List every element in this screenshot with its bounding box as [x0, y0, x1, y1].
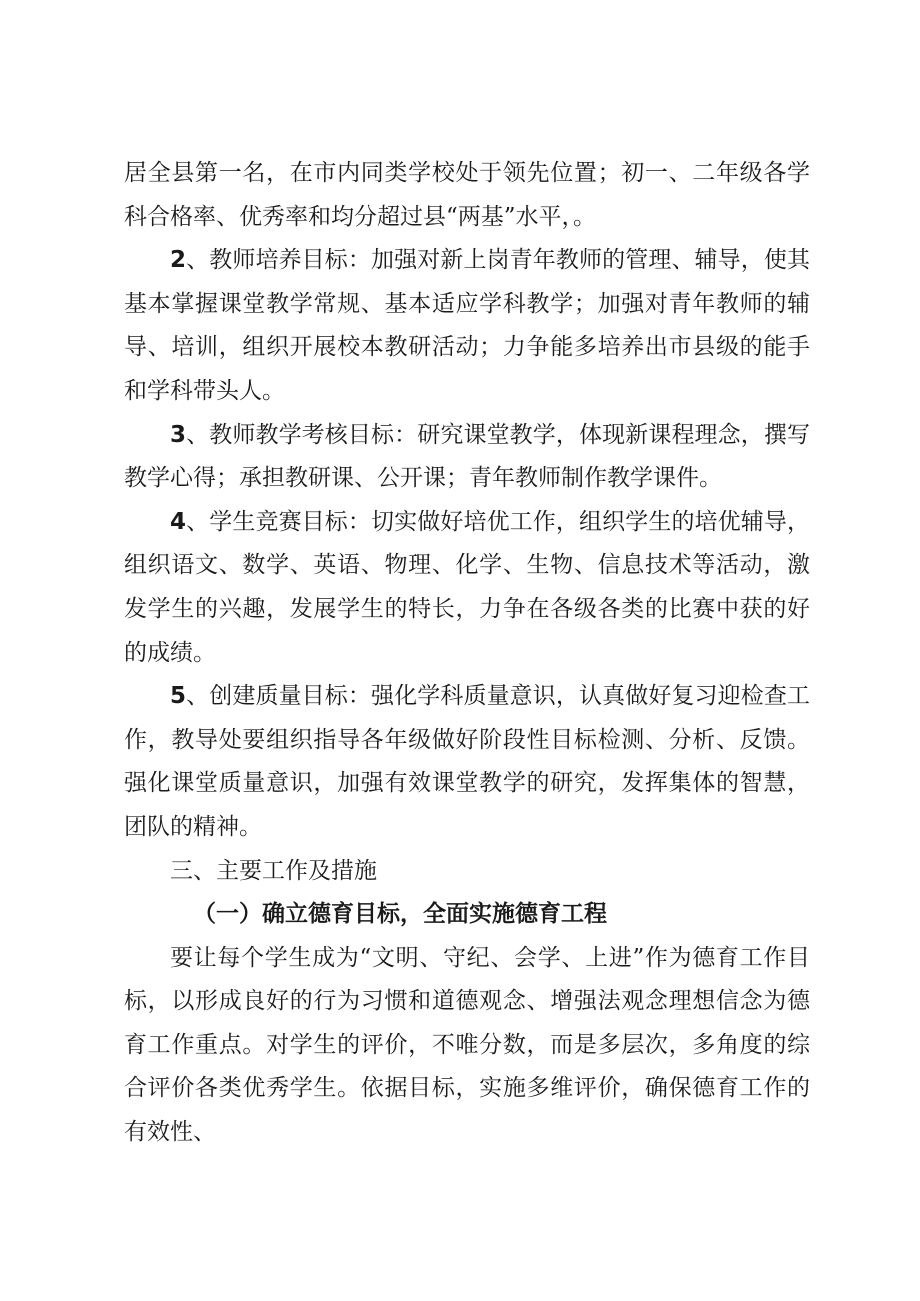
goal-item-student-competition — [124, 501, 810, 675]
goal-item-quality-building — [124, 675, 810, 849]
section-heading: 三、主要工作及措施 — [170, 857, 377, 884]
item-number: 3 — [170, 421, 187, 448]
moral-education-paragraph: 要让每个学生成为“文明、守纪、会学、上进”作为德育工作目标，以形成良好的行为习惯和道德观念、增强法观念理想信念为德育工作重点。对学生的评价，不唯分数，而是多层次，多角度的综合评价各类优秀学生。依据目标，实施多维评价，确保德育工作的有效性、 — [124, 944, 810, 1146]
continuation-paragraph: 居全县第一名，在市内同类学校处于领先位置；初一、二年级各学科合格率、优秀率和均分超过县“两基”水平，。 — [124, 160, 810, 230]
item-text: 、教师培养目标：加强对新上岗青年教师的管理、辅导，使其基本掌握课堂教学常规、基本适应学科教学；加强对青年教师的辅导、培训，组织开展校本教研活动；力争能多培养出市县级的能手和学科带头人。 — [124, 247, 810, 404]
item-text: 、教师教学考核目标：研究课堂教学，体现新课程理念，撰写教学心得；承担教研课、公开课；青年教师制作教学课件。 — [124, 421, 810, 492]
goal-item-teaching-assessment — [124, 414, 810, 501]
goal-item-teacher-training — [124, 239, 810, 413]
item-number: 5 — [170, 683, 187, 710]
item-number: 4 — [170, 508, 187, 535]
subsection-heading: （一）确立德育目标，全面实施德育工程 — [193, 901, 607, 928]
item-number: 2 — [170, 247, 187, 274]
item-text: 、创建质量目标：强化学科质量意识，认真做好复习迎检查工作，教导处要组织指导各年级做好阶段性目标检测、分析、反馈。强化课堂质量意识，加强有效课堂教学的研究，发挥集体的智慧，团队的精神。 — [124, 683, 810, 840]
document-body — [124, 152, 810, 1155]
item-text: 、学生竞赛目标：切实做好培优工作，组织学生的培优辅导，组织语文、数学、英语、物理、化学、生物、信息技术等活动，激发学生的兴趣，发展学生的特长，力争在各级各类的比赛中获的好的成绩。 — [124, 508, 810, 666]
